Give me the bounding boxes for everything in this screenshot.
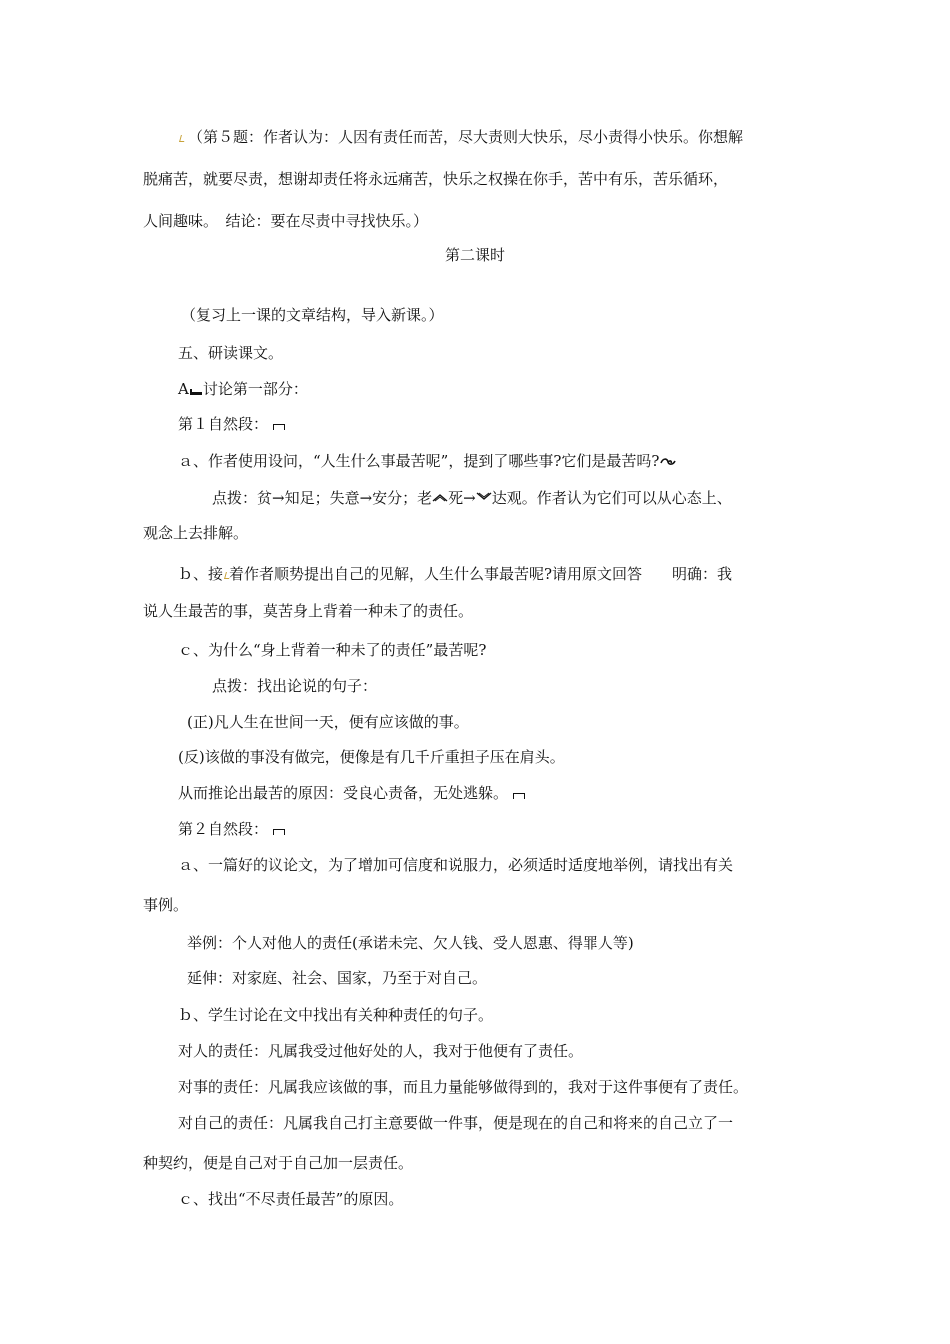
section-title: 第二课时 [444, 246, 505, 264]
paragraph-line: （复习上一课的文章结构，导入新课。） [181, 306, 444, 324]
paragraph-line: 说人生最苦的事，莫苦身上背着一种未了的责任。 [143, 602, 474, 620]
paragraph-line: 对自己的责任：凡属我自己打主意要做一件事，便是现在的自己和将来的自己立了一 [178, 1114, 734, 1132]
paragraph-line: 点拨：贫→知足；失意→安分；老 死→ 达观。作者认为它们可以从心态上、 [212, 489, 732, 507]
paragraph-line: 点拨：找出论说的句子： [212, 677, 378, 695]
paragraph-line: ｃ、为什么“身上背着一种未了的责任”最苦呢? [178, 641, 487, 659]
paragraph-line: 脱痛苦，就要尽责，想谢却责任将永远痛苦，快乐之权操在你手，苦中有乐，苦乐循环， [143, 170, 729, 188]
paragraph-line: 第２自然段： [178, 818, 286, 840]
paragraph-line: 事例。 [143, 896, 189, 914]
bracket-mark-icon [272, 823, 286, 837]
paragraph-line: 种契约，便是自己对于自己加一层责任。 [143, 1154, 414, 1172]
tick-mark-icon [178, 130, 188, 144]
paragraph-line: ａ、作者使用设问，“人生什么事最苦呢”，提到了哪些事?它们是最苦吗? [178, 450, 677, 472]
paragraph-line: (正)凡人生在世间一天，便有应该做的事。 [187, 713, 469, 731]
paragraph-line: 举例：个人对他人的责任(承诺未完、欠人钱、受人恩惠、得罪人等) [187, 934, 634, 952]
paragraph-line: 观念上去排解。 [143, 524, 249, 542]
paragraph-line: 人间趣味。 结论：要在尽责中寻找快乐。） [143, 212, 429, 230]
bar-mark-icon [189, 383, 203, 397]
paragraph-line: 从而推论出最苦的原因：受良心责备，无处逃躲。 [178, 782, 526, 804]
tick-mark-icon [223, 567, 229, 581]
paragraph-line: 延伸：对家庭、社会、国家，乃至于对自己。 [187, 969, 488, 987]
up-chevron-mark-icon [432, 493, 448, 503]
bracket-mark-icon [512, 787, 526, 801]
down-chevron-mark-icon [476, 491, 492, 501]
paragraph-line: 五、研读课文。 [178, 344, 284, 362]
paragraph-line: ｃ、找出“不尽责任最苦”的原因。 [178, 1190, 404, 1208]
paragraph-line: ｂ、接 着作者顺势提出自己的见解，人生什么事最苦呢?请用原文回答 明确：我 [178, 565, 733, 583]
paragraph-line: （第５题：作者认为：人因有责任而苦，尽大责则大快乐，尽小责得小快乐。你想解 [178, 126, 743, 148]
paragraph-line: (反)该做的事没有做完，便像是有几千斤重担子压在肩头。 [178, 748, 565, 766]
paragraph-line: ａ、一篇好的议论文，为了增加可信度和说服力，必须适时适度地举例，请找出有关 [178, 856, 734, 874]
swirl-mark-icon [659, 455, 677, 469]
paragraph-line: 第１自然段： [178, 413, 286, 435]
bracket-mark-icon [272, 418, 286, 432]
paragraph-line: 对人的责任：凡属我受过他好处的人，我对于他便有了责任。 [178, 1042, 584, 1060]
paragraph-line: 对事的责任：凡属我应该做的事，而且力量能够做得到的，我对于这件事便有了责任。 [178, 1078, 749, 1096]
paragraph-line: ｂ、学生讨论在文中找出有关种种责任的句子。 [178, 1006, 494, 1024]
paragraph-line: A 讨论第一部分： [178, 380, 308, 398]
